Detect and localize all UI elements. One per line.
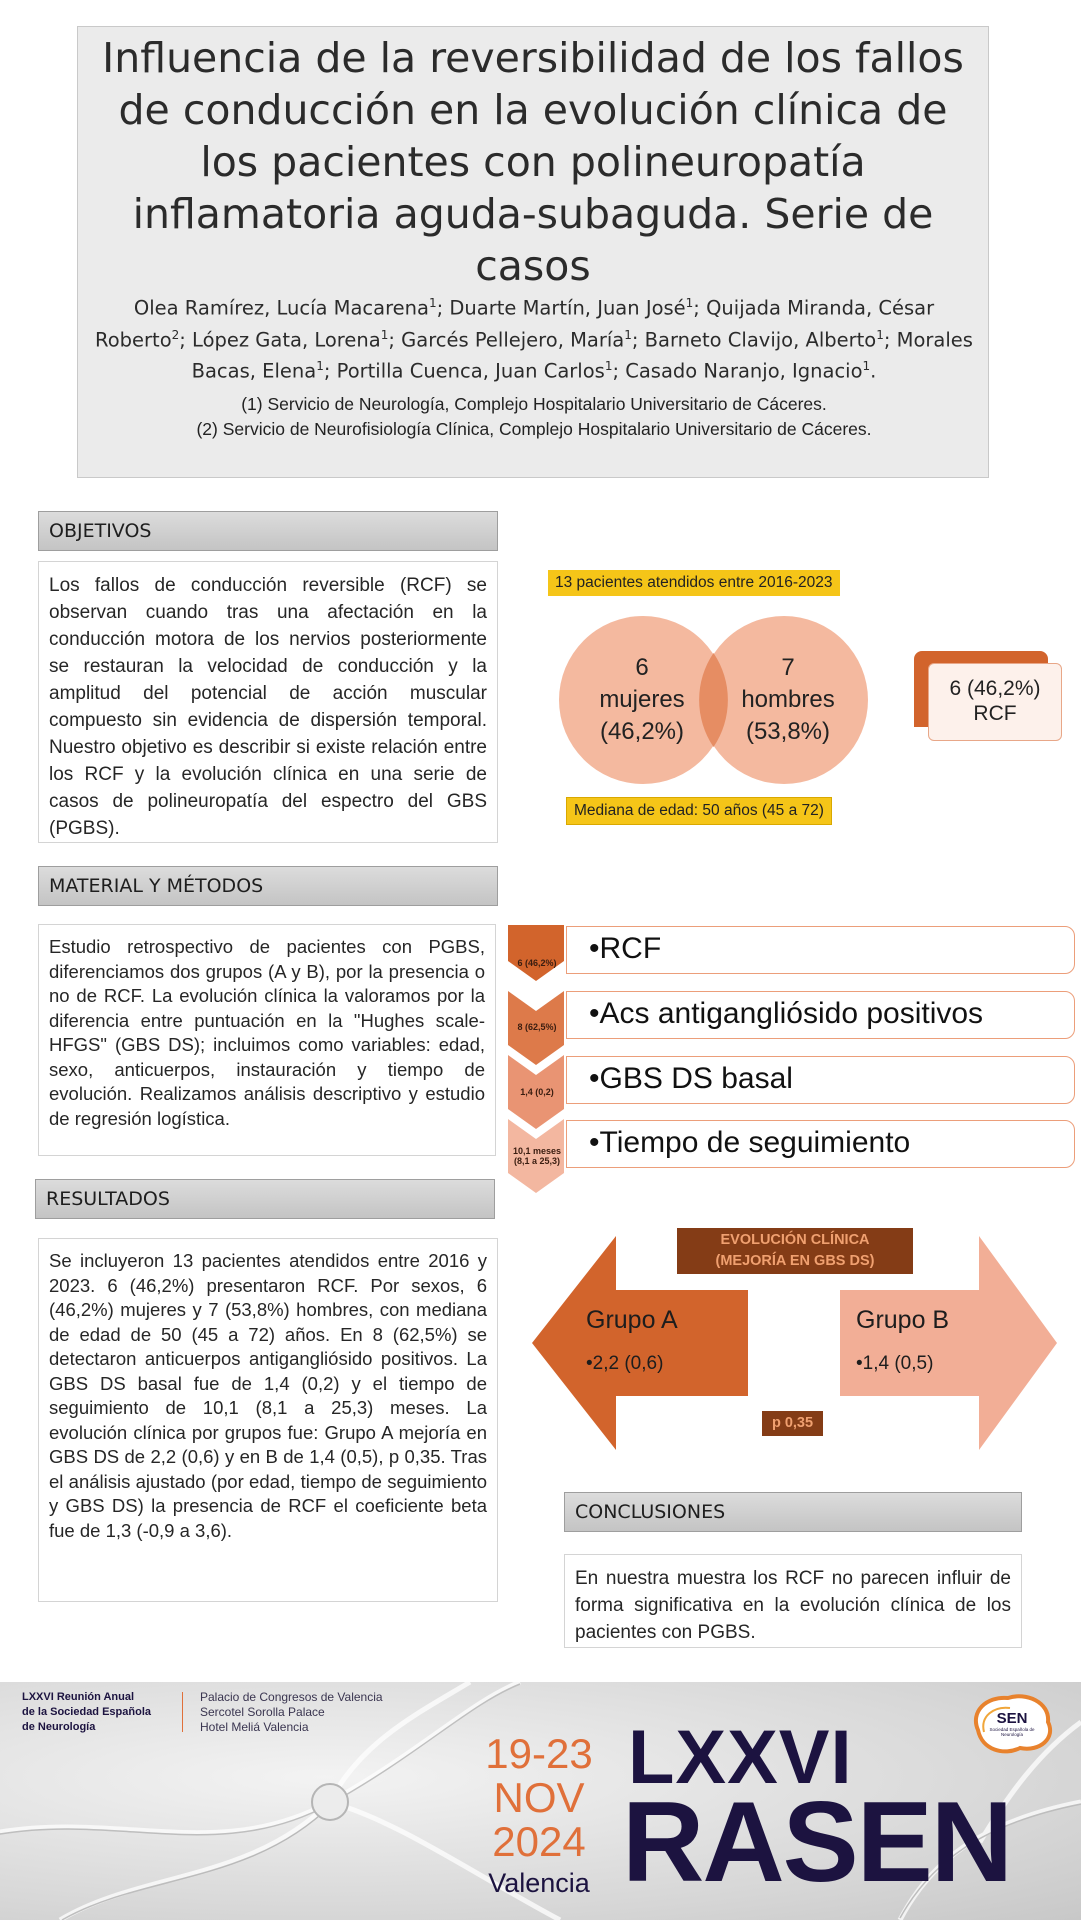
author-affiliation-mark: 1	[876, 327, 884, 342]
chevron-label-1: 6 (46,2%)	[517, 958, 557, 968]
banner-divider	[182, 1692, 183, 1732]
rcf-badge-label: RCF	[973, 702, 1017, 725]
congress-city: Valencia	[488, 1868, 590, 1898]
objetivos-text: Los fallos de conducción reversible (RCF) se observan cuando tras una afectación en la conducción motora de los nervios posteriormente se restauran la velocidad de conducción y la amplitud del potencial de acción muscular compuesto sin evidencia de dispersión temporal. Nuestro objetivo es describir si existe relación entre los RCF y la evolución clínica en una serie de casos de polineuropatía del espectro del GBS (PGBS).	[38, 561, 498, 843]
rcf-badge	[928, 663, 1062, 741]
resultados-heading: RESULTADOS	[35, 1179, 495, 1219]
metodos-heading: MATERIAL Y MÉTODOS	[38, 866, 498, 906]
list-item-antibodies: •Acs antigangliósido positivos	[566, 991, 1075, 1039]
venue-1: Palacio de Congresos de Valencia	[200, 1690, 383, 1704]
venues	[200, 1690, 383, 1735]
author-affiliation-mark: 1	[428, 296, 437, 310]
group-a-value: •2,2 (0,6)	[586, 1353, 664, 1374]
group-a-arrow	[532, 1236, 748, 1450]
women-label: mujeres	[599, 686, 685, 713]
congress-name: RASEN	[622, 1779, 1012, 1906]
author-name: Duarte Martín, Juan José	[449, 296, 686, 320]
author-affiliation-mark: 1	[862, 359, 871, 373]
venue-3: Hotel Meliá Valencia	[200, 1720, 309, 1734]
list-item-rcf: •RCF	[566, 926, 1075, 974]
author-name: Barneto Clavijo, Alberto	[644, 328, 877, 351]
congress-edition: LXXVI	[628, 1715, 853, 1800]
meeting-name	[22, 1690, 151, 1735]
age-tag: Mediana de edad: 50 años (45 a 72)	[566, 797, 832, 825]
affiliation-2: (2) Servicio de Neurofisiología Clínica, Complejo Hospitalario Universitario de Cáceres.	[196, 419, 872, 439]
congress-dates	[480, 1732, 598, 1864]
author-name: Garcés Pellejero, María	[401, 328, 625, 351]
date-year: 2024	[492, 1818, 586, 1865]
p-value-tag: p 0,35	[762, 1411, 823, 1436]
women-count: 6	[635, 654, 649, 681]
meeting-line-3: de Neurología	[22, 1721, 96, 1733]
author-name: Olea Ramírez, Lucía Macarena	[133, 296, 429, 320]
venue-2: Sercotel Sorolla Palace	[200, 1705, 325, 1719]
sen-logo-subtitle: Sociedad Española de Neurología	[989, 1727, 1035, 1737]
affiliations	[90, 392, 978, 442]
evolution-title-line1: EVOLUCIÓN CLÍNICA	[720, 1232, 870, 1248]
resultados-text: Se incluyeron 13 pacientes atendidos entre 2016 y 2023. 6 (46,2%) presentaron RCF. Por sexos, 6 (46,2%) mujeres y 7 (53,8%) hombres, con mediana de edad de 50 (45 a 72) años. En 8 (62,5%) se detectaron anticuerpos antigangliósido positivos. La GBS DS basal fue de 1,4 (0,2) y el tiempo de seguimiento de 10,1 (8,1 a 25,3) meses. La evolución clínica por grupos fue: Grupo A mejoría en GBS DS de 2,2 (0,6) y en B de 1,4 (0,5), p 0,35. Tras el análisis ajustado (por edad, tiempo de seguimiento y GBS DS) la presencia de RCF el coeficiente beta fue de 1,3 (-0,9 a 3,6).	[38, 1238, 498, 1602]
date-days: 19-23	[485, 1730, 593, 1777]
rcf-badge-value: 6 (46,2%)	[949, 677, 1041, 700]
sen-logo-text: SEN	[996, 1710, 1028, 1727]
author-name: Morales Bacas, Elena	[191, 328, 973, 383]
men-stat	[722, 652, 854, 748]
poster-title: Influencia de la reversibilidad de los fallos de conducción en la evolución clínica de los pacientes con polineuropatía inflamatoria aguda-subaguda. Serie de casos	[102, 34, 964, 290]
author-affiliation-mark: 1	[685, 296, 694, 310]
chevron-label-4: 10,1 meses (8,1 a 25,3)	[512, 1146, 562, 1166]
women-stat	[576, 652, 708, 748]
author-name: Casado Naranjo, Ignacio	[625, 359, 863, 383]
group-b-value: •1,4 (0,5)	[856, 1353, 934, 1374]
chevron-label-3: 1,4 (0,2)	[520, 1087, 554, 1097]
conclusiones-heading: CONCLUSIONES	[564, 1492, 1022, 1532]
meeting-line-1: LXXVI Reunión Anual	[22, 1691, 135, 1703]
men-label: hombres	[741, 686, 835, 713]
chevron-1	[508, 925, 564, 981]
author-affiliation-mark: 2	[171, 327, 180, 342]
patients-tag: 13 pacientes atendidos entre 2016-2023	[548, 570, 840, 596]
list-item-gbs-basal: •GBS DS basal	[566, 1056, 1075, 1104]
author-name: Quijada Miranda, César Roberto	[95, 296, 935, 351]
congress-banner	[0, 1682, 1081, 1920]
author-affiliation-mark: 1	[316, 359, 324, 373]
metodos-text: Estudio retrospectivo de pacientes con PGBS, diferenciamos dos grupos (A y B), por la presencia o no de RCF. La evolución clínica la valoramos por la diferencia entre puntuación en la "Hughes scale-HFGS" (GBS DS); incluimos como variables: edad, sexo, anticuerpos, instauración y tiempo de evolución. Realizamos análisis descriptivo y estudio de regresión logística.	[38, 924, 496, 1156]
author-list: Olea Ramírez, Lucía Macarena$^1$; Duarte Martín, Juan José$^1$; Quijada Miranda, César Roberto$^2$; López Gata, Lorena$^1$; Garcés Pellejero, María$^1$; Barneto Clavijo, Alberto$^1$; Morales Bacas, Elena$^1$; Portilla Cuenca, Juan Carlos$^1$; Casado Naranjo, Ignacio$^1$.	[95, 296, 973, 383]
meeting-line-2: de la Sociedad Española	[22, 1706, 151, 1718]
women-pct: (46,2%)	[599, 718, 685, 745]
group-b-title: Grupo B	[856, 1306, 950, 1334]
evolution-title-line2: (MEJORÍA EN GBS DS)	[715, 1253, 875, 1269]
affiliation-1: (1) Servicio de Neurología, Complejo Hospitalario Universitario de Cáceres.	[241, 394, 827, 414]
men-pct: (53,8%)	[745, 718, 831, 745]
men-count: 7	[781, 654, 795, 681]
group-b-arrow	[840, 1236, 1057, 1450]
group-a-title: Grupo A	[586, 1306, 678, 1334]
author-affiliation-mark: 1	[604, 359, 613, 373]
chevron-label-2: 8 (62,5%)	[517, 1022, 557, 1032]
date-month: NOV	[493, 1774, 585, 1821]
author-affiliation-mark: 1	[624, 327, 632, 342]
objetivos-heading: OBJETIVOS	[38, 511, 498, 551]
author-affiliation-mark: 1	[380, 327, 389, 342]
conclusiones-text: En nuestra muestra los RCF no parecen influir de forma significativa en la evolución clínica de los pacientes con PGBS.	[564, 1554, 1022, 1648]
author-name: Portilla Cuenca, Juan Carlos	[336, 359, 605, 383]
author-name: López Gata, Lorena	[192, 328, 381, 351]
list-item-followup: •Tiempo de seguimiento	[566, 1120, 1075, 1168]
